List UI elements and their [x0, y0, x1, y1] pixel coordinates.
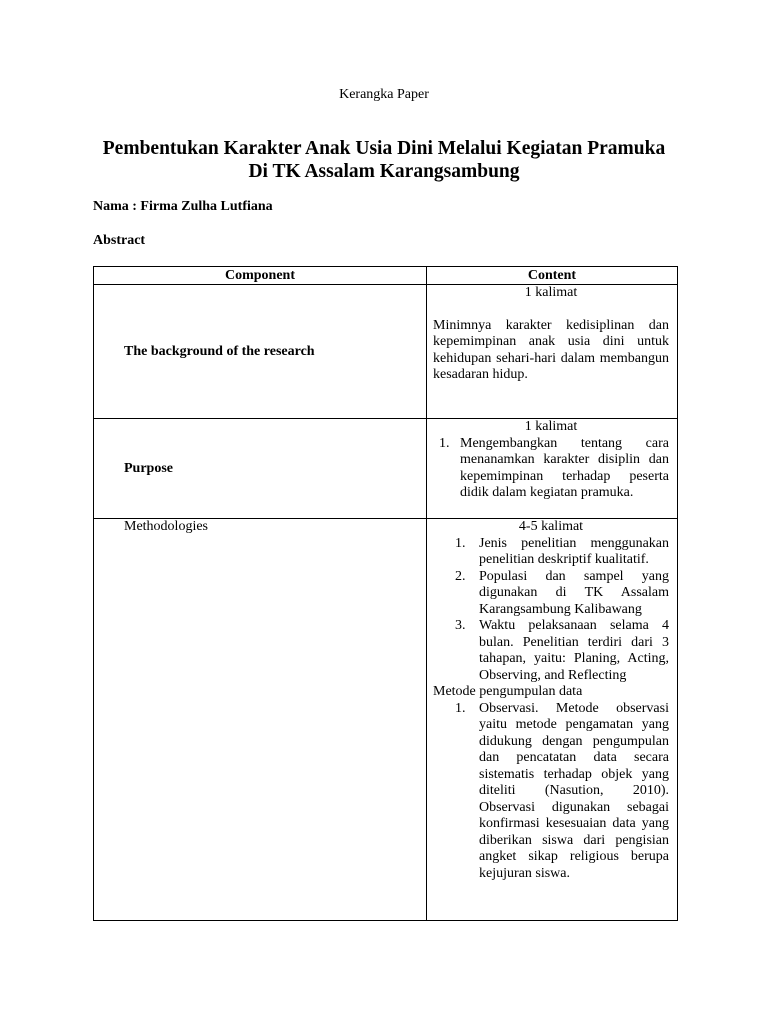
component-purpose: Purpose: [94, 419, 427, 519]
section-label-abstract: Abstract: [93, 233, 146, 248]
content-background: [427, 285, 678, 419]
document-heading: Kerangka Paper: [339, 87, 429, 102]
list-item: [455, 701, 669, 883]
list-item-number: 1.: [455, 535, 466, 551]
list-item-number: 1.: [439, 435, 450, 451]
content-purpose: [427, 419, 678, 519]
list-item: [433, 436, 669, 502]
list-item-text: Jenis penelitian menggunakan penelitian deskriptif kualitatif.: [479, 535, 669, 567]
sentence-count-note: 1 kalimat: [524, 285, 578, 300]
list-item: [455, 569, 669, 619]
list-item-text: Waktu pelaksanaan selama 4 bulan. Penelitian terdiri dari 3 tahapan, yaitu: Planing, Acting, Observing, and Reflecting: [479, 618, 669, 683]
list-item-text: Observasi. Metode observasi yaitu metode pengamatan yang didukung dengan pengumpulan dan pencatatan data secara sistematis terhadap objek yang diteliti (Nasution, 2010). Observasi digunakan sebagai konfirmasi kesesuaian data yang diberikan siswa dari pengisian angket sikap religious berupa kejujuran siswa.: [479, 700, 669, 881]
document-title: Pembentukan Karakter Anak Usia Dini Melalui Kegiatan Pramuka Di TK Assalam Karangsambung: [102, 138, 666, 182]
content-methodologies: [427, 519, 678, 921]
table-header-row: [94, 267, 678, 285]
methodology-list: [433, 536, 669, 685]
column-header-component: Component: [94, 267, 427, 285]
sentence-count-note: 4-5 kalimat: [518, 519, 584, 534]
list-item-text: Populasi dan sampel yang digunakan di TK Assalam Karangsambung Kalibawang: [479, 568, 669, 617]
sentence-count-note: 1 kalimat: [524, 419, 578, 434]
list-item-number: 3.: [455, 618, 466, 633]
list-item-number: 1.: [455, 700, 466, 716]
table-row-purpose: [94, 419, 678, 519]
list-item-number: 2.: [455, 568, 466, 584]
table-row-background: [94, 285, 678, 419]
abstract-table: [93, 266, 678, 921]
table-row-methodologies: [94, 519, 678, 921]
component-background: The background of the research: [94, 285, 427, 419]
column-header-content: Content: [427, 267, 678, 285]
list-item: [455, 618, 669, 684]
author-line: Nama : Firma Zulha Lutfiana: [93, 199, 273, 214]
component-methodologies: Methodologies: [94, 519, 427, 921]
background-text: Minimnya karakter kedisiplinan dan kepemimpinan anak usia dini untuk kehidupan sehari-hari dalam membangun kesadaran hidup.: [433, 317, 669, 382]
data-collection-list: [433, 701, 669, 883]
data-collection-subheading: Metode pengumpulan data: [433, 684, 583, 699]
purpose-list: [433, 436, 669, 502]
list-item-text: Mengembangkan tentang cara menanamkan karakter disiplin dan kepemimpinan terhadap peserta didik dalam kegiatan pramuka.: [460, 435, 669, 500]
list-item: [455, 536, 669, 569]
